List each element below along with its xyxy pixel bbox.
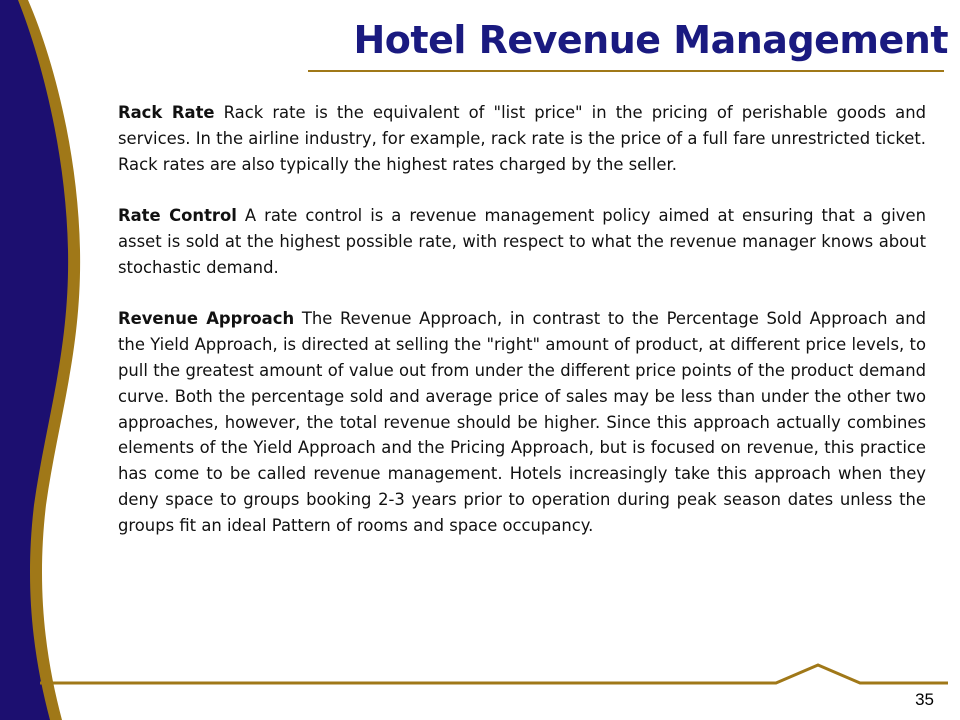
definition-rate-control: [118, 203, 926, 280]
term-definition: A rate control is a revenue management policy aimed at ensuring that a given asset is sold at the highest possible rate, with respect to what the revenue manager knows about stochastic demand.: [118, 206, 926, 277]
term-definition: The Revenue Approach, in contrast to the Percentage Sold Approach and the Yield Approach, is directed at selling the "right" amount of product, at different price levels, to pull the greatest amount of value out from under the different price points of the product demand curve. Both the percentage sold and average price of sales may be less than under the other two approaches, however, the total revenue should be higher. Since this approach actually combines elements of the Yield Approach and the Pricing Approach, but is focused on revenue, this practice has come to be called revenue management. Hotels increasingly take this approach when they deny space to groups booking 2-3 years prior to operation during peak season dates unless the groups fit an ideal Pattern of rooms and space occupancy.: [118, 309, 927, 535]
term-label: Revenue Approach: [118, 309, 295, 329]
slide-body: [118, 100, 926, 564]
page-number: 35: [915, 690, 934, 709]
definition-rack-rate: [118, 100, 926, 177]
term-definition: Rack rate is the equivalent of "list price" in the pricing of perishable goods and services. In the airline industry, for example, rack rate is the price of a full fare unrestricted ticket. Rack rates are also typically the highest rates charged by the seller.: [118, 103, 926, 174]
term-label: Rate Control: [118, 206, 237, 226]
slide-title: Hotel Revenue Management: [353, 18, 948, 62]
term-label: Rack Rate: [118, 103, 215, 122]
footer-rule: [40, 665, 948, 683]
definition-revenue-approach: [118, 306, 926, 538]
